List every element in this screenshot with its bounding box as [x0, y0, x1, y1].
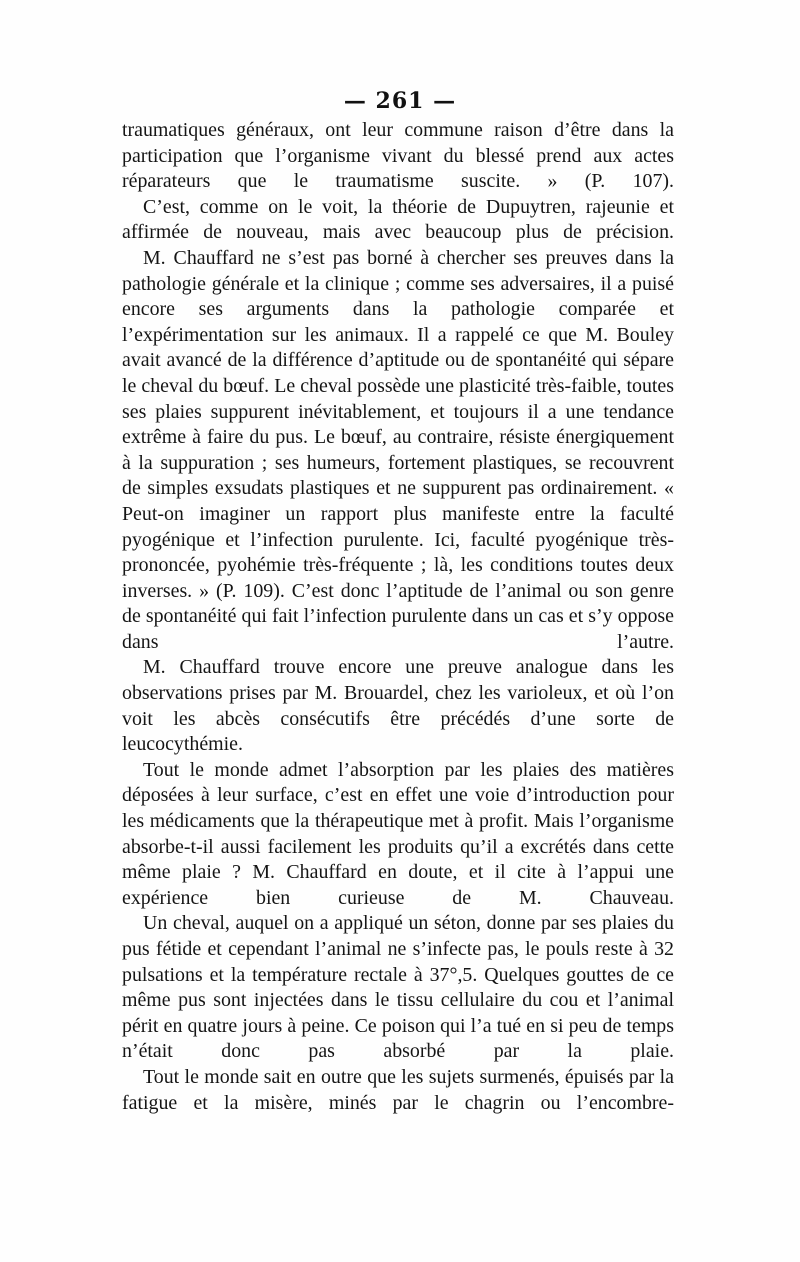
paragraph-2: C’est, comme on le voit, la théorie de Dupuytren, rajeunie et affirmée de nouveau, mais avec beaucoup plus de précision.	[122, 195, 674, 244]
paragraph-1: traumatiques généraux, ont leur commune raison d’être dans la participation que l’organisme vivant du blessé prend aux actes réparateurs que le traumatisme suscite. » (P. 107).	[122, 119, 674, 193]
paragraph-6: Un cheval, auquel on a appliqué un séton, donne par ses plaies du pus fétide et cependant l’animal ne s’infecte pas, le pouls reste à 32 pulsations et la température rectale à 37°,5. Quelques gouttes de ce même pus sont injectées dans le tissu cellulaire du cou et l’animal périt en quatre jours à peine. Ce poison qui l’a tué en si peu de temps n’était donc pas absorbé par la plaie.	[122, 912, 674, 1063]
paragraph-4: M. Chauffard trouve encore une preuve analogue dans les observations prises par M. Brouardel, chez les varioleux, et où l’on voit les abcès consécutifs être précédés d’une sorte de leucocythémie.	[122, 656, 674, 756]
paragraph-5: Tout le monde admet l’absorption par les plaies des matières déposées à leur surface, c’est en effet une voie d’introduction pour les médicaments que la thérapeutique met à profit. Mais l’organisme absorbe-t-il aussi facilement les produits qu’il a excrétés dans cette même plaie ? M. Chauffard en doute, et il cite à l’appui une expérience bien curieuse de M. Chauveau.	[122, 758, 674, 909]
paragraph-3: M. Chauffard ne s’est pas borné à chercher ses preuves dans la pathologie générale et la clinique ; comme ses adversaires, il a puisé encore ses arguments dans la pathologie comparée et l’expérimentation sur les animaux. Il a rappelé ce que M. Bouley avait avancé de la différence d’aptitude ou de spontanéité qui sépare le cheval du bœuf. Le cheval possède une plasticité très-faible, toutes ses plaies suppurent inévitablement, et toujours il a une tendance extrême à faire du pus. Le bœuf, au contraire, résiste énergiquement à la suppuration ; ses humeurs, fortement plastiques, se recouvrent de simples exsudats plastiques et ne suppurent pas ordinairement. « Peut-on imaginer un rapport plus manifeste entre la faculté pyogénique et l’infection purulente. Ici, faculté pyogénique très-prononcée, pyohémie très-fréquente ; là, les conditions toutes deux inverses. » (P. 109). C’est donc l’aptitude de l’animal ou son genre de spontanéité qui fait l’infection purulente dans un cas et s’y oppose dans l’autre.	[122, 246, 674, 653]
paragraph-7: Tout le monde sait en outre que les sujets surmenés, épuisés par la fatigue et la misère, minés par le chagrin ou l’encombre-	[122, 1065, 674, 1114]
body-text	[122, 118, 674, 1116]
page-number: — 261 —	[343, 88, 457, 114]
